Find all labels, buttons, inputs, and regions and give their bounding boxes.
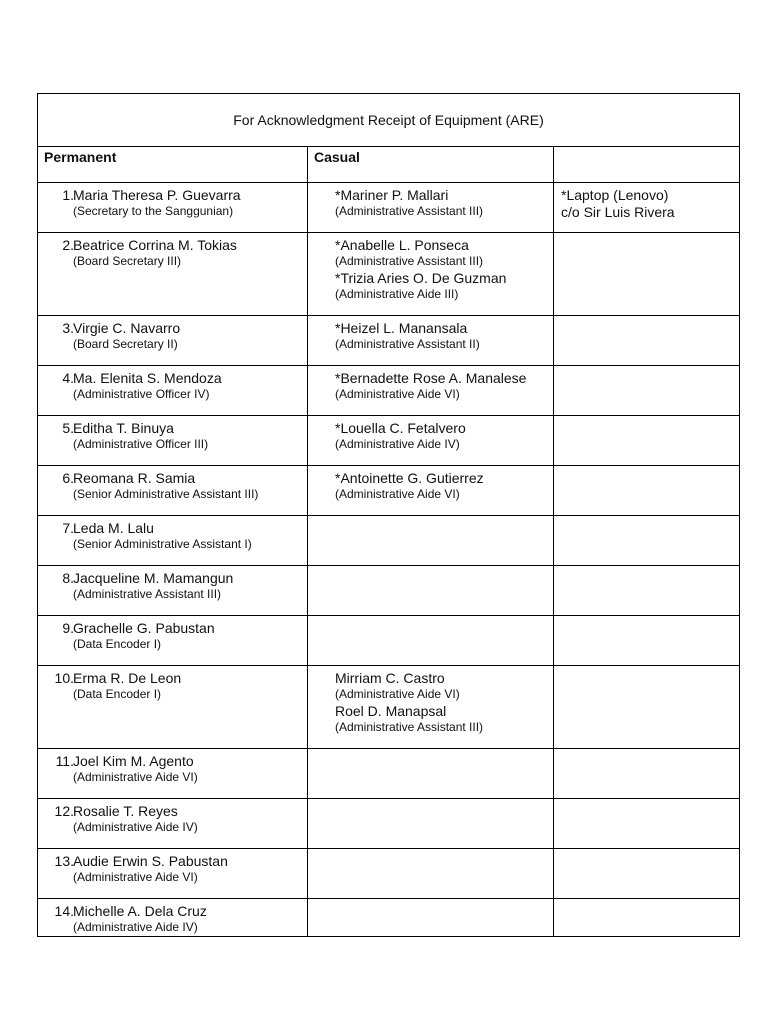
row-number: 2.	[62, 237, 74, 253]
permanent-cell	[38, 616, 308, 666]
note-line: *Laptop (Lenovo)	[561, 187, 669, 203]
casual-name: *Bernadette Rose A. Manalese	[335, 370, 527, 386]
header-row	[38, 147, 740, 183]
permanent-cell	[38, 416, 308, 466]
table-row	[38, 466, 740, 516]
row-number: 13.	[54, 853, 74, 869]
notes-header	[554, 147, 740, 183]
permanent-position: (Administrative Officer IV)	[73, 387, 210, 401]
casual-cell	[308, 316, 554, 366]
notes-cell	[554, 666, 740, 749]
casual-position: (Administrative Aide VI)	[335, 387, 460, 401]
permanent-position: (Administrative Officer III)	[73, 437, 209, 451]
casual-cell	[308, 466, 554, 516]
casual-cell	[308, 616, 554, 666]
document-title: For Acknowledgment Receipt of Equipment (ARE)	[38, 94, 740, 147]
permanent-cell	[38, 233, 308, 316]
table-row	[38, 366, 740, 416]
are-table	[37, 93, 740, 937]
table-row	[38, 899, 740, 937]
notes-cell	[554, 616, 740, 666]
notes-cell	[554, 799, 740, 849]
notes-cell	[554, 566, 740, 616]
casual-position: (Administrative Aide IV)	[335, 437, 460, 451]
row-number: 14.	[54, 903, 74, 919]
row-number: 1.	[62, 187, 74, 203]
casual-name: *Mariner P. Mallari	[335, 187, 449, 203]
row-number: 6.	[62, 470, 74, 486]
title-row	[38, 94, 740, 147]
table-row	[38, 799, 740, 849]
permanent-cell	[38, 316, 308, 366]
casual-position: (Administrative Assistant III)	[335, 720, 484, 734]
table-row	[38, 616, 740, 666]
notes-cell	[554, 466, 740, 516]
permanent-name: Maria Theresa P. Guevarra	[73, 187, 241, 203]
permanent-position: (Administrative Aide IV)	[73, 820, 198, 834]
permanent-cell	[38, 566, 308, 616]
table-row	[38, 849, 740, 899]
row-number: 10.	[54, 670, 74, 686]
permanent-name: Ma. Elenita S. Mendoza	[73, 370, 222, 386]
permanent-name: Erma R. De Leon	[73, 670, 182, 686]
permanent-name: Virgie C. Navarro	[73, 320, 181, 336]
permanent-position: (Senior Administrative Assistant III)	[73, 487, 259, 501]
casual-position: (Administrative Aide III)	[335, 287, 459, 301]
casual-cell	[308, 849, 554, 899]
casual-cell	[308, 566, 554, 616]
note-line: c/o Sir Luis Rivera	[561, 204, 675, 220]
table-row	[38, 416, 740, 466]
permanent-cell	[38, 366, 308, 416]
permanent-position: (Senior Administrative Assistant I)	[73, 537, 252, 551]
table-row	[38, 666, 740, 749]
notes-cell	[554, 749, 740, 799]
casual-position: (Administrative Assistant III)	[335, 254, 484, 268]
casual-cell	[308, 183, 554, 233]
table-row	[38, 233, 740, 316]
casual-cell	[308, 749, 554, 799]
notes-cell	[554, 233, 740, 316]
table-row	[38, 183, 740, 233]
casual-cell	[308, 799, 554, 849]
casual-name: *Anabelle L. Ponseca	[335, 237, 469, 253]
row-number: 5.	[62, 420, 74, 436]
notes-cell	[554, 316, 740, 366]
row-number: 7.	[62, 520, 74, 536]
casual-cell	[308, 366, 554, 416]
permanent-header: Permanent	[38, 147, 308, 183]
notes-cell	[554, 849, 740, 899]
permanent-name: Grachelle G. Pabustan	[73, 620, 215, 636]
permanent-position: (Administrative Aide IV)	[73, 920, 198, 934]
permanent-position: (Secretary to the Sanggunian)	[73, 204, 234, 218]
casual-cell	[308, 416, 554, 466]
permanent-position: (Board Secretary III)	[73, 254, 182, 268]
permanent-cell	[38, 799, 308, 849]
permanent-name: Rosalie T. Reyes	[73, 803, 178, 819]
permanent-name: Joel Kim M. Agento	[73, 753, 194, 769]
table-row	[38, 516, 740, 566]
permanent-cell	[38, 849, 308, 899]
permanent-cell	[38, 183, 308, 233]
casual-position: (Administrative Assistant II)	[335, 337, 480, 351]
permanent-cell	[38, 466, 308, 516]
casual-name: Mirriam C. Castro	[335, 670, 445, 686]
row-number: 8.	[62, 570, 74, 586]
notes-cell	[554, 366, 740, 416]
permanent-cell	[38, 666, 308, 749]
notes-cell	[554, 516, 740, 566]
row-number: 9.	[62, 620, 74, 636]
row-number: 11.	[55, 753, 74, 769]
row-number: 3.	[62, 320, 74, 336]
permanent-position: (Board Secretary II)	[73, 337, 178, 351]
permanent-cell	[38, 516, 308, 566]
table-row	[38, 316, 740, 366]
casual-position: (Administrative Aide VI)	[335, 687, 460, 701]
notes-cell	[554, 183, 740, 233]
casual-position: (Administrative Assistant III)	[335, 204, 484, 218]
row-number: 4.	[62, 370, 74, 386]
casual-cell	[308, 233, 554, 316]
casual-name: *Trizia Aries O. De Guzman	[335, 270, 507, 286]
permanent-position: (Administrative Aide VI)	[73, 870, 198, 884]
casual-cell	[308, 899, 554, 937]
casual-name: *Heizel L. Manansala	[335, 320, 468, 336]
permanent-position: (Data Encoder I)	[73, 637, 162, 651]
permanent-name: Reomana R. Samia	[73, 470, 196, 486]
permanent-position: (Administrative Assistant III)	[73, 587, 222, 601]
row-number: 12.	[54, 803, 74, 819]
casual-name: *Louella C. Fetalvero	[335, 420, 466, 436]
notes-cell	[554, 416, 740, 466]
casual-header: Casual	[308, 147, 554, 183]
casual-name: *Antoinette G. Gutierrez	[335, 470, 484, 486]
permanent-position: (Data Encoder I)	[73, 687, 162, 701]
permanent-name: Leda M. Lalu	[73, 520, 154, 536]
casual-position: (Administrative Aide VI)	[335, 487, 460, 501]
permanent-name: Michelle A. Dela Cruz	[73, 903, 207, 919]
permanent-name: Audie Erwin S. Pabustan	[73, 853, 228, 869]
casual-name: Roel D. Manapsal	[335, 703, 447, 719]
permanent-name: Beatrice Corrina M. Tokias	[73, 237, 237, 253]
permanent-position: (Administrative Aide VI)	[73, 770, 198, 784]
permanent-cell	[38, 749, 308, 799]
permanent-name: Jacqueline M. Mamangun	[73, 570, 234, 586]
are-table-body	[38, 94, 740, 937]
notes-cell	[554, 899, 740, 937]
table-row	[38, 566, 740, 616]
table-row	[38, 749, 740, 799]
permanent-name: Editha T. Binuya	[73, 420, 174, 436]
casual-cell	[308, 666, 554, 749]
permanent-cell	[38, 899, 308, 937]
casual-cell	[308, 516, 554, 566]
